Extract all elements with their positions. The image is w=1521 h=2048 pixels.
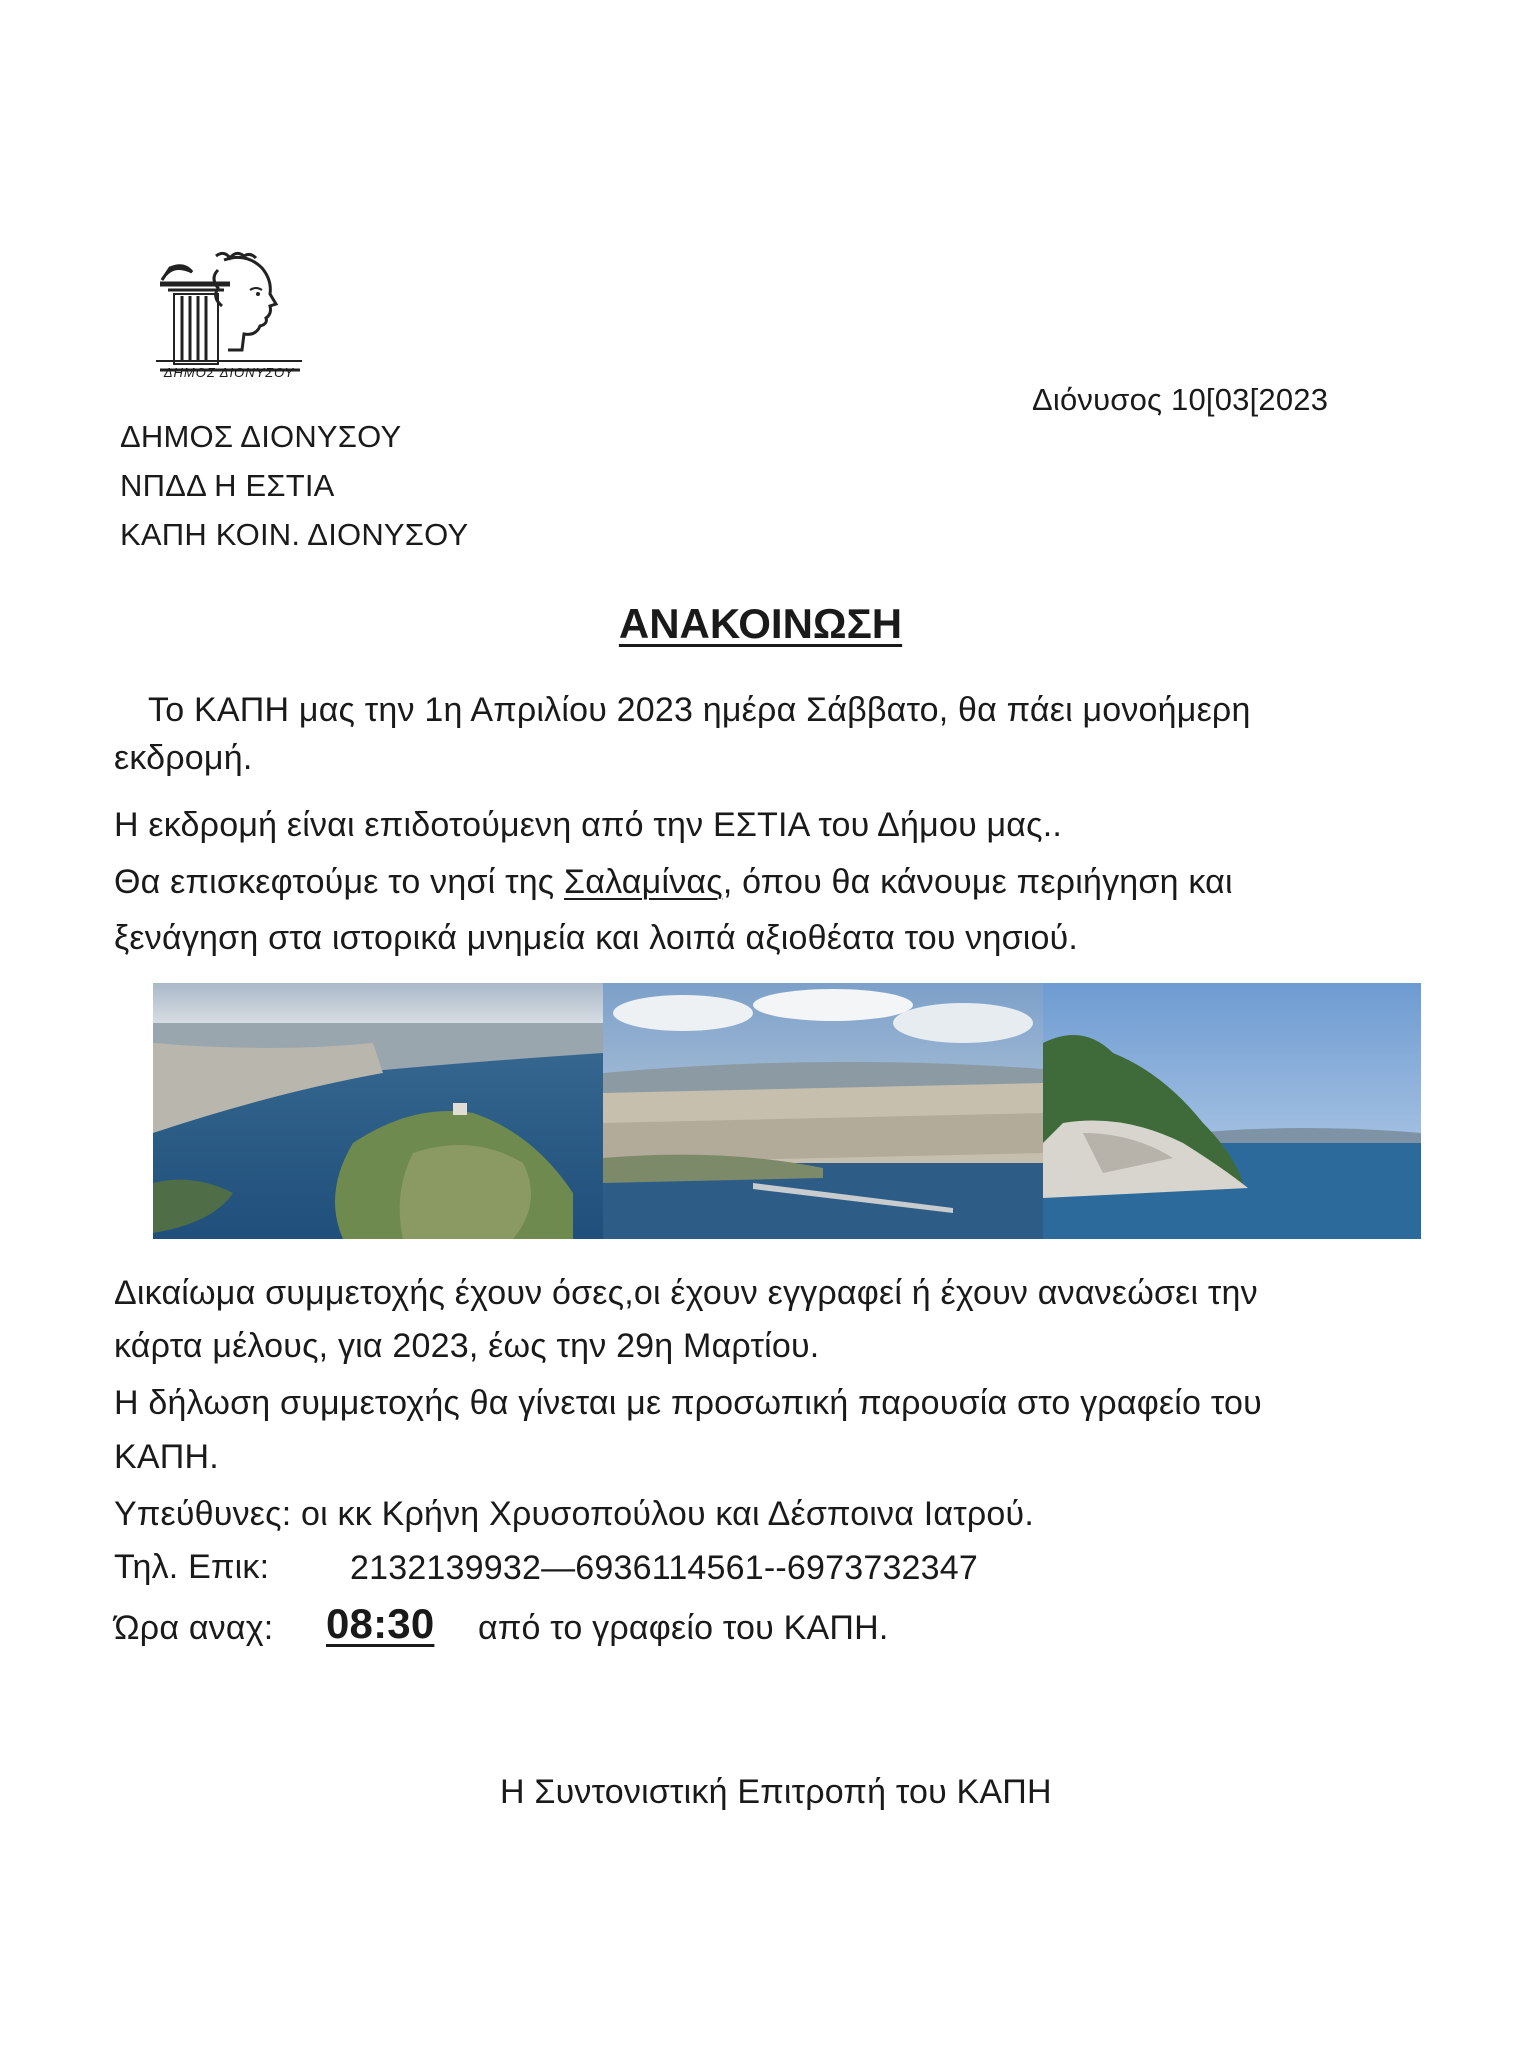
details-line-4: ΚΑΠΗ. xyxy=(114,1438,219,1476)
intro-line-4-post: , όπου θα κάνουμε περιήγηση και xyxy=(722,863,1233,901)
departure-place: από το γραφείο του ΚΑΠΗ. xyxy=(478,1609,889,1647)
logo-caption: ΔΗΜΟΣ ΔΙΟΝΥΣΟΥ xyxy=(156,360,302,380)
details-line-2: κάρτα μέλους, για 2023, έως την 29η Μαρτίου. xyxy=(114,1327,820,1365)
org-line-2: ΝΠΔΔ Η ΕΣΤΙΑ xyxy=(120,468,335,503)
org-line-3: ΚΑΠΗ ΚΟΙΝ. ΔΙΟΝΥΣΟΥ xyxy=(120,517,469,552)
departure-time-label: Ώρα αναχ: xyxy=(114,1609,274,1647)
intro-line-2: εκδρομή. xyxy=(114,739,253,777)
departure-time-value: 08:30 xyxy=(326,1600,435,1647)
town-harbor-photo xyxy=(603,983,1043,1239)
org-line-1: ΔΗΜΟΣ ΔΙΟΝΥΣΟΥ xyxy=(120,419,402,454)
intro-line-1: Το ΚΑΠΗ μας την 1η Απριλίου 2023 ημέρα Σάββατο, θα πάει μονοήμερη xyxy=(148,691,1251,729)
phone-numbers: 2132139932—6936114561--6973732347 xyxy=(350,1549,978,1587)
rocky-shore-photo xyxy=(1043,983,1421,1239)
phone-label: Τηλ. Επικ: xyxy=(114,1548,270,1586)
signature-committee: Η Συντονιστική Επιτροπή του ΚΑΠΗ xyxy=(500,1773,1052,1811)
photo-strip xyxy=(153,983,1421,1239)
destination-salamina: Σαλαμίνας xyxy=(564,863,723,901)
coastal-aerial-photo xyxy=(153,983,603,1239)
details-line-3: Η δήλωση συμμετοχής θα γίνεται με προσωπική παρουσία στο γραφείο του xyxy=(114,1384,1262,1422)
responsible-persons: Υπεύθυνες: οι κκ Κρήνη Χρυσοπούλου και Δέσποινα Ιατρού. xyxy=(114,1495,1034,1533)
document-date: Διόνυσος 10[03[2023 xyxy=(1032,382,1329,417)
details-line-1: Δικαίωμα συμμετοχής έχουν όσες,οι έχουν εγγραφεί ή έχουν ανανεώσει την xyxy=(114,1274,1258,1312)
intro-line-5: ξενάγηση στα ιστορικά μνημεία και λοιπά αξιοθέατα του νησιού. xyxy=(114,919,1079,957)
intro-line-4 xyxy=(114,865,1233,899)
intro-line-4-pre: Θα επισκεφτούμε το νησί της xyxy=(114,863,565,901)
intro-line-3: Η εκδρομή είναι επιδοτούμενη από την ΕΣΤΙΑ του Δήμου μας.. xyxy=(114,806,1063,844)
announcement-title: ΑΝΑΚΟΙΝΩΣΗ xyxy=(618,600,903,647)
